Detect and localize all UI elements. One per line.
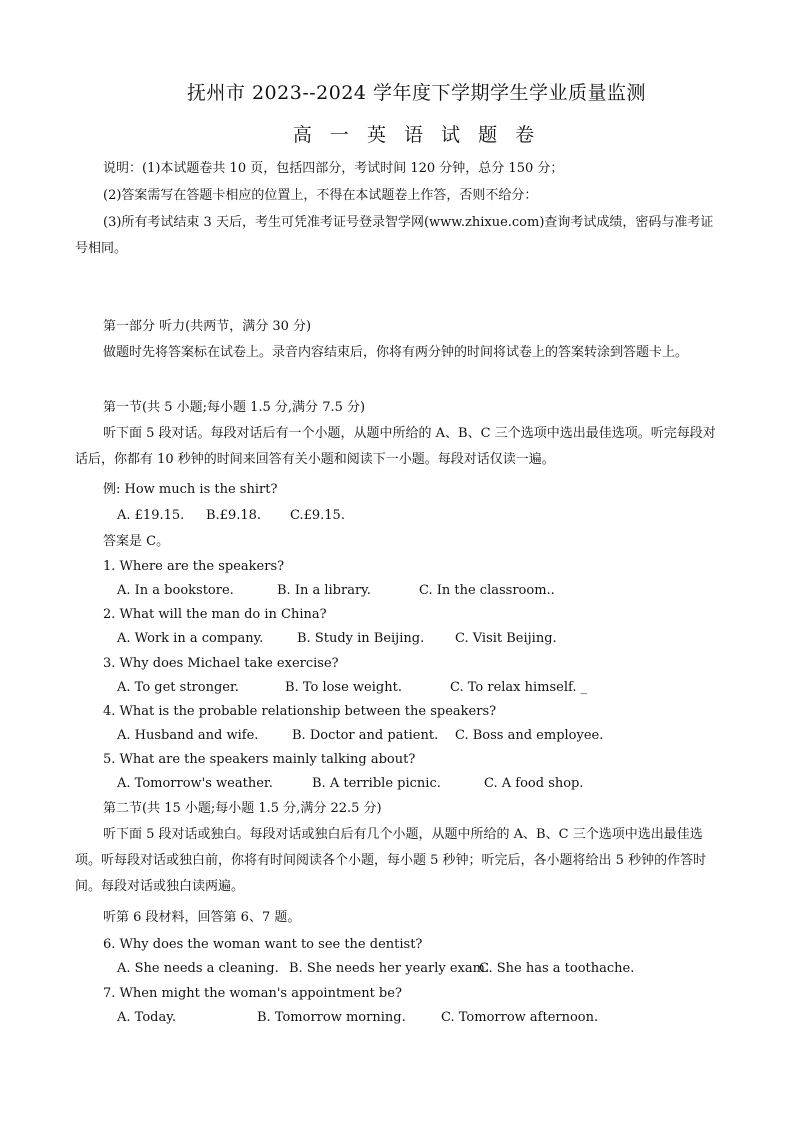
- question-5: 5. What are the speakers mainly talking about?: [103, 752, 416, 767]
- question-4: 4. What is the probable relationship between the speakers?: [103, 704, 497, 719]
- q1-option-b: B. In a library.: [277, 583, 371, 598]
- question-7-options: [117, 1009, 598, 1027]
- example-option-a: A. £19.15.: [117, 508, 185, 523]
- q2-option-b: B. Study in Beijing.: [297, 631, 425, 646]
- question-5-options: [117, 775, 584, 793]
- q1-option-a: A. In a bookstore.: [117, 583, 234, 598]
- q5-option-a: A. Tomorrow's weather.: [117, 776, 273, 791]
- q5-option-c: C. A food shop.: [484, 776, 584, 791]
- q6-option-a: A. She needs a cleaning.: [117, 961, 279, 976]
- q7-option-a: A. Today.: [117, 1010, 176, 1025]
- question-2-options: [117, 630, 557, 648]
- exam-title: 抚州市 2023--2024 学年度下学期学生学业质量监测: [186, 82, 647, 104]
- q2-option-c: C. Visit Beijing.: [455, 631, 557, 646]
- section1-heading: 第一节(共 5 小题;每小题 1.5 分,满分 7.5 分): [103, 400, 366, 415]
- part1-heading: 第一部分 听力(共两节，满分 30 分): [103, 319, 312, 334]
- q6-option-b: B. She needs her yearly exam.: [289, 961, 490, 976]
- section2-heading: 第二节(共 15 小题;每小题 1.5 分,满分 22.5 分): [103, 801, 382, 816]
- q4-option-b: B. Doctor and patient.: [292, 728, 439, 743]
- example-options: [117, 507, 345, 525]
- question-7: 7. When might the woman's appointment be?: [103, 986, 402, 1001]
- q3-option-b: B. To lose weight.: [285, 680, 402, 695]
- question-3: 3. Why does Michael take exercise?: [103, 656, 339, 671]
- note-2: (2)答案需写在答题卡相应的位置上，不得在本试题卷上作答，否则不给分：: [103, 188, 538, 203]
- note-3: (3)所有考试结束 3 天后，考生可凭准考证号登录智学网(www.zhixue.com)查询考试成绩，密码与准考证号相同。: [75, 215, 714, 256]
- part1-intro: 做题时先将答案标在试卷上。录音内容结束后，你将有两分钟的时间将试卷上的答案转涂到答题卡上。: [103, 345, 689, 360]
- question-6: 6. Why does the woman want to see the dentist?: [103, 937, 423, 952]
- q3-option-c: C. To relax himself. _: [450, 680, 588, 695]
- q7-option-c: C. Tomorrow afternoon.: [441, 1010, 599, 1025]
- question-2: 2. What will the man do in China?: [103, 607, 327, 622]
- q6-option-c: C. She has a toothache.: [479, 961, 635, 976]
- question-6-options: [117, 960, 634, 978]
- example-option-c: C.£9.15.: [290, 508, 345, 523]
- section1-intro: 听下面 5 段对话。每段对话后有一个小题，从题中所给的 A、B、C 三个选项中选出最佳选项。听完每段对话后，你都有 10 秒钟的时间来回答有关小题和阅读下一小题。每段对话仅读一遍。: [75, 426, 716, 467]
- q3-option-a: A. To get stronger.: [117, 680, 239, 695]
- q1-option-c: C. In the classroom..: [419, 583, 555, 598]
- question-1-options: [117, 582, 555, 600]
- example-question: 例: How much is the shirt?: [103, 482, 278, 497]
- question-1: 1. Where are the speakers?: [103, 559, 285, 574]
- q4-option-a: A. Husband and wife.: [117, 728, 259, 743]
- exam-subtitle: 高 一 英 语 试 题 卷: [292, 124, 541, 146]
- section2-intro: 听下面 5 段对话或独白。每段对话或独白后有几个小题，从题中所给的 A、B、C 三个选项中选出最佳选项。听每段对话或独白前，你将有时间阅读各个小题，每小题 5 秒钟；听完后，各小题将给出 5 秒钟的作答时间。每段对话或独白读两遍。: [75, 827, 707, 894]
- q2-option-a: A. Work in a company.: [117, 631, 264, 646]
- q4-option-c: C. Boss and employee.: [455, 728, 604, 743]
- material-6-label: 听第 6 段材料，回答第 6、7 题。: [103, 910, 301, 925]
- example-answer: 答案是 C。: [103, 534, 170, 549]
- note-1: 说明：(1)本试题卷共 10 页，包括四部分，考试时间 120 分钟，总分 150 分；: [103, 161, 564, 176]
- question-3-options: [117, 679, 587, 697]
- example-option-b: B.£9.18.: [206, 508, 262, 523]
- q5-option-b: B. A terrible picnic.: [312, 776, 441, 791]
- question-4-options: [117, 727, 603, 745]
- q7-option-b: B. Tomorrow morning.: [257, 1010, 406, 1025]
